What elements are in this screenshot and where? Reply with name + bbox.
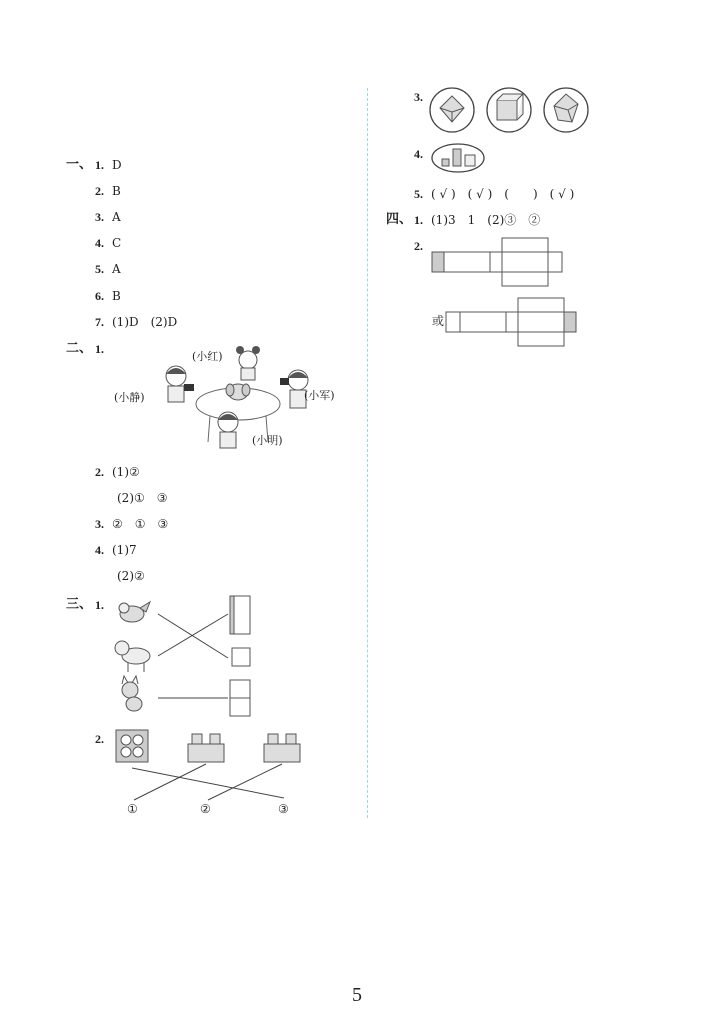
animal-cat-icon: [122, 676, 142, 711]
cuboid-net-2: [444, 296, 584, 348]
section-2-heading: 二、: [66, 341, 93, 356]
answer-2-1-number: 1.: [95, 342, 104, 356]
answer-2-2-line2: (2)① ③: [117, 491, 168, 505]
section-1-heading: 一、: [66, 157, 93, 172]
answer-3-1-number: 1.: [95, 598, 104, 612]
answer-1-7: 7. (1)D (2)D: [95, 315, 178, 329]
answer-r-4-number: 4.: [414, 147, 423, 161]
label-xiaohong: (小红): [192, 350, 223, 363]
section-3-heading: 三、: [66, 597, 93, 612]
or-label: 或: [432, 314, 445, 328]
choice-2: ②: [200, 802, 211, 816]
section-4-heading: 四、: [386, 212, 413, 227]
answer-r-5: 5. ( √ ) ( √ ) ( ) ( √ ): [414, 187, 575, 201]
answer-1-2: 2. B: [95, 184, 121, 198]
answer-4-2-number: 2.: [414, 239, 423, 253]
label-xiaojun: (小军): [304, 389, 335, 402]
matching-animals-boxes: [110, 590, 260, 720]
answer-r-3-number: 3.: [414, 90, 423, 104]
answer-2-2-line1: 2. (1)②: [95, 465, 140, 479]
choice-1: ①: [127, 802, 138, 816]
answer-1-1: 1. D: [95, 158, 122, 172]
column-divider: [367, 88, 368, 818]
animal-dog-icon: [115, 641, 150, 672]
answer-4-1: 1. (1)3 1 (2)③ ②: [414, 213, 541, 227]
answer-2-3: 3. ② ① ③: [95, 517, 169, 531]
answer-1-5: 5. A: [95, 262, 121, 276]
cuboid-net-1: [430, 236, 570, 288]
solids-oval: [430, 142, 486, 174]
cube-views: [430, 86, 590, 134]
answer-1-3: 3. A: [95, 210, 121, 224]
answer-1-6: 6. B: [95, 289, 121, 303]
answer-2-4-line2: (2)②: [117, 569, 145, 583]
label-xiaoming: (小明): [252, 434, 283, 447]
answer-3-2-number: 2.: [95, 732, 104, 746]
answer-1-4: 4. C: [95, 236, 122, 250]
animal-dragon-icon: [119, 602, 150, 622]
page-number: 5: [352, 984, 362, 1006]
answer-2-4-line1: 4. (1)7: [95, 543, 137, 557]
choice-3: ③: [278, 802, 289, 816]
label-xiaojing: (小静): [114, 391, 145, 404]
matching-blocks-views: [112, 728, 312, 788]
